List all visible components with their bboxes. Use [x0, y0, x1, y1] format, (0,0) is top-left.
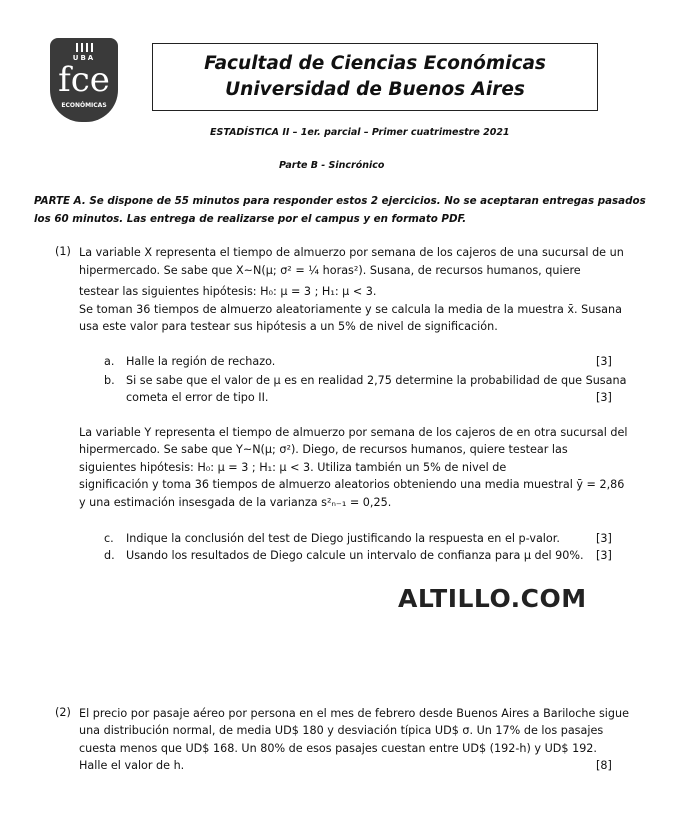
logo-fce: fce: [58, 60, 110, 100]
q1-line-3: testear las siguientes hipótesis: H₀: μ = 3 ; H₁: μ < 3.: [79, 285, 377, 298]
q1b-points: [3]: [596, 391, 612, 404]
q1b-text-1: Si se sabe que el valor de μ es en realidad 2,75 determine la probabilidad de que Susana: [126, 374, 627, 387]
q1a-text: Halle la región de rechazo.: [126, 355, 276, 368]
logo-economicas: ECONÓMICAS: [61, 102, 107, 109]
q1d-label: d.: [104, 549, 115, 562]
q1b-text-2: cometa el error de tipo II.: [126, 391, 269, 404]
q2-line-1: El precio por pasaje aéreo por persona en el mes de febrero desde Buenos Aires a Bariloche sigue: [79, 707, 629, 720]
q2-points: [8]: [596, 759, 612, 772]
exam-title: ESTADÍSTICA II – 1er. parcial – Primer cuatrimestre 2021: [210, 127, 510, 138]
parte-a-instructions: PARTE A. Se dispone de 55 minutos para responder estos 2 ejercicios. No se aceptaran entregas pasados los 60 minutos. Las entrega de realizarse por el campus y en formato PDF.: [34, 195, 646, 225]
q1d-points: [3]: [596, 549, 612, 562]
q1c-points: [3]: [596, 532, 612, 545]
q1-p2-line-1: La variable Y representa el tiempo de almuerzo por semana de los cajeros de en otra sucursal del: [79, 426, 628, 439]
q1d-text: Usando los resultados de Diego calcule un intervalo de confianza para μ del 90%.: [126, 549, 584, 562]
altillo-watermark: ALTILLO.COM: [398, 584, 587, 613]
q1-p2-line-2: hipermercado. Se sabe que Y~N(μ; σ²). Diego, de recursos humanos, quiere testear las: [79, 443, 568, 456]
q1-p2-line-3: siguientes hipótesis: H₀: μ = 3 ; H₁: μ < 3. Utiliza también un 5% de nivel de: [79, 461, 507, 474]
q1-line-4: Se toman 36 tiempos de almuerzo aleatoriamente y se calcula la media de la muestra x̄. Susana: [79, 303, 622, 316]
q1-p2-line-4: significación y toma 36 tiempos de almuerzo aleatorios obteniendo una media muestral ȳ = 2,86: [79, 478, 625, 491]
q1b-label: b.: [104, 374, 115, 387]
part-b-title: Parte B - Sincrónico: [279, 160, 385, 171]
q1c-label: c.: [104, 532, 114, 545]
q1-p2-line-5: y una estimación insesgada de la varianza s²ₙ₋₁ = 0,25.: [79, 496, 392, 509]
q2-number: (2): [55, 706, 71, 719]
logo-columns-icon: [76, 43, 94, 52]
q2-line-3: cuesta menos que UD$ 168. Un 80% de esos pasajes cuestan entre UD$ (192-h) y UD$ 192.: [79, 742, 597, 755]
q2-line-4: Halle el valor de h.: [79, 759, 185, 772]
q1-line-2: hipermercado. Se sabe que X~N(μ; σ² = ¼ horas²). Susana, de recursos humanos, quiere: [79, 264, 581, 277]
header-faculty: Facultad de Ciencias Económicas: [204, 53, 546, 74]
q1a-points: [3]: [596, 355, 612, 368]
q1a-label: a.: [104, 355, 115, 368]
q1-number: (1): [55, 245, 71, 258]
logo-uba: UBA: [72, 54, 96, 62]
q1c-text: Indique la conclusión del test de Diego justificando la respuesta en el p-valor.: [126, 532, 560, 545]
header-box: [152, 43, 598, 111]
q1-line-5: usa este valor para testear sus hipótesis a un 5% de nivel de significación.: [79, 320, 498, 333]
header-university: Universidad de Buenos Aires: [225, 79, 525, 100]
q1-line-1: La variable X representa el tiempo de almuerzo por semana de los cajeros de una sucursal de un: [79, 246, 624, 259]
fce-logo: [52, 40, 116, 120]
q2-line-2: una distribución normal, de media UD$ 180 y desviación típica UD$ σ. Un 17% de los pasajes: [79, 724, 604, 737]
